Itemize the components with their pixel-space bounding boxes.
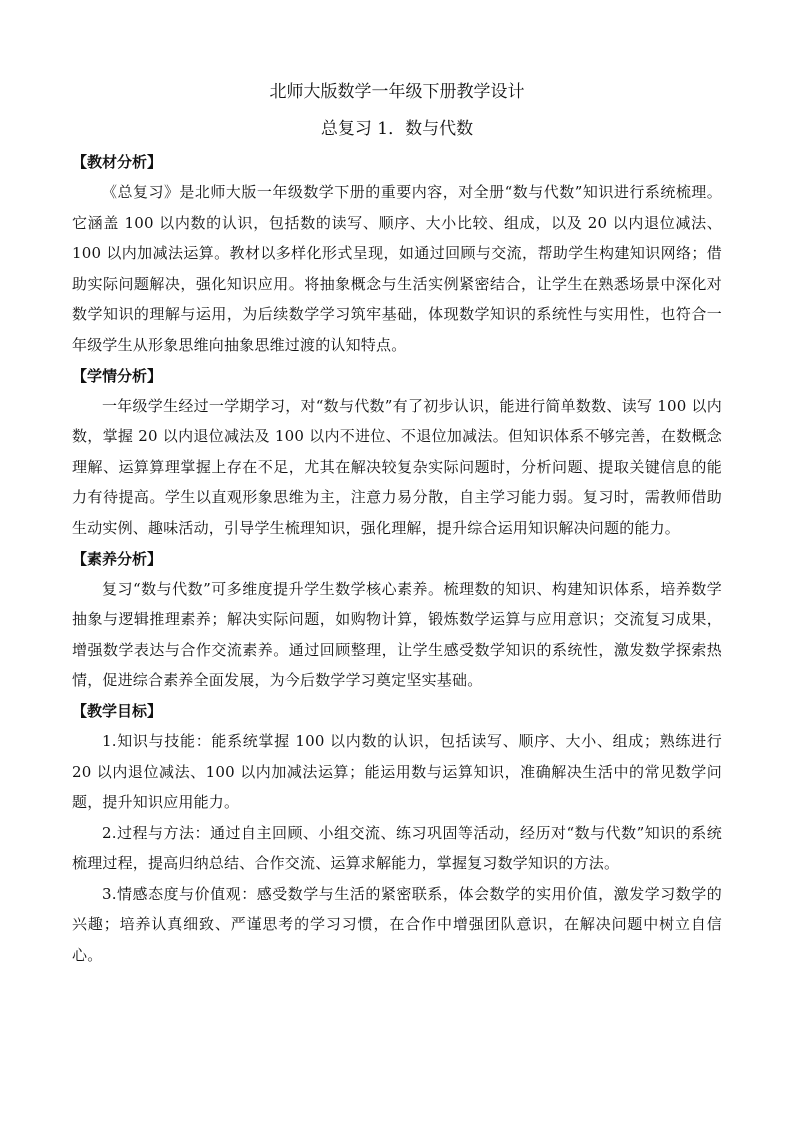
goal-item-process: 2.过程与方法：通过自主回顾、小组交流、练习巩固等活动，经历对“数与代数”知识的系统梳理过程，提高归纳总结、合作交流、运算求解能力，掌握复习数学知识的方法。 <box>72 823 722 873</box>
section-heading: 【素养分析】 <box>72 549 163 568</box>
section-paragraph: 复习“数与代数”可多维度提升学生数学核心素养。梳理数的知识、构建知识体系，培养数学抽象与逻辑推理素养；解决实际问题，如购物计算，锻炼数学运算与应用意识；交流复习成果，增强数学表达与合作交流素养。通过回顾整理，让学生感受数学知识的系统性，激发数学探索热情，促进综合素养全面发展，为今后数学学习奠定坚实基础。 <box>72 579 722 690</box>
document-subtitle: 总复习 1．数与代数 <box>320 119 474 139</box>
document-page <box>72 74 722 971</box>
section-heading: 【教材分析】 <box>72 153 163 171</box>
section-heading: 【学情分析】 <box>72 366 163 385</box>
section-paragraph: 《总复习》是北师大版一年级数学下册的重要内容，对全册“数与代数”知识进行系统梳理。它涵盖 100 以内数的认识，包括数的读写、顺序、大小比较、组成，以及 20 以内退位减法、100 以内加减法运算。教材以多样化形式呈现，如通过回顾与交流，帮助学生构建知识网络；借助实际问题解决，强化知识应用。将抽象概念与生活实例紧密结合，让学生在熟悉场景中深化对数学知识的理解与运用，为后续数学学习筑牢基础，体现数学知识的系统性与实用性，也符合一年级学生从形象思维向抽象思维过渡的认知特点。 <box>72 183 722 354</box>
section-student-analysis <box>72 361 722 544</box>
section-teaching-goals <box>72 696 722 971</box>
document-title: 北师大版数学一年级下册教学设计 <box>269 82 525 102</box>
goal-item-attitude: 3.情感态度与价值观：感受数学与生活的紧密联系，体会数学的实用价值，激发学习数学的兴趣；培养认真细致、严谨思考的学习习惯，在合作中增强团队意识，在解决问题中树立自信心。 <box>72 884 722 965</box>
section-paragraph: 一年级学生经过一学期学习，对“数与代数”有了初步认识，能进行简单数数、读写 100 以内数，掌握 20 以内退位减法及 100 以内不进位、不退位加减法。但知识体系不够完善，在数概念理解、运算算理掌握上存在不足，尤其在解决较复杂实际问题时，分析问题、提取关键信息的能力有待提高。学生以直观形象思维为主，注意力易分散，自主学习能力弱。复习时，需教师借助生动实例、趣味活动，引导学生梳理知识，强化理解，提升综合运用知识解决问题的能力。 <box>72 396 722 537</box>
section-textbook-analysis <box>72 147 722 361</box>
section-heading: 【教学目标】 <box>72 701 163 720</box>
goal-item-knowledge: 1.知识与技能：能系统掌握 100 以内数的认识，包括读写、顺序、大小、组成；熟练进行 20 以内退位减法、100 以内加减法运算；能运用数与运算知识，准确解决生活中的常见数学问题，提升知识应用能力。 <box>72 731 722 812</box>
section-literacy-analysis <box>72 544 722 696</box>
